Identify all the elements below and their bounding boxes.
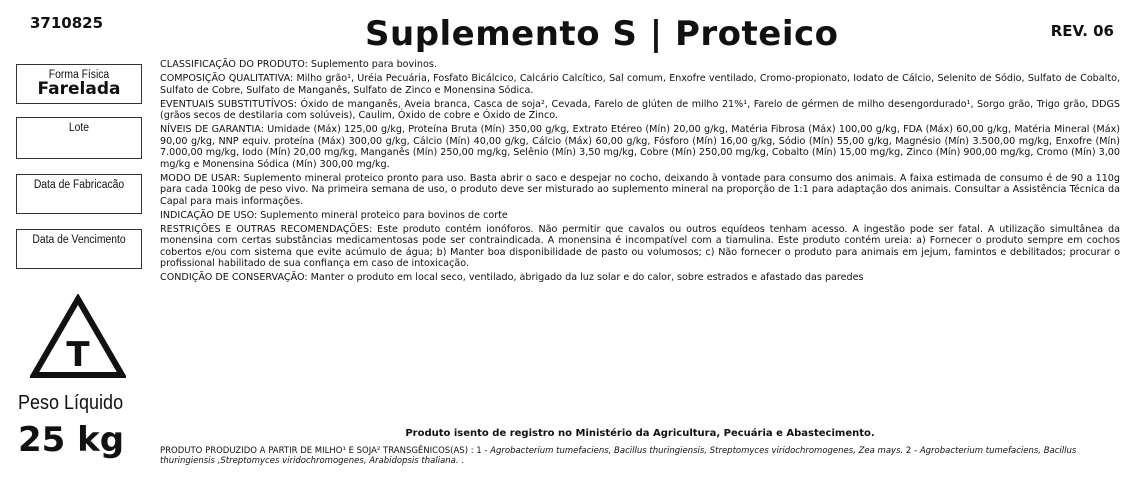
transgenic-symbol-letter: T xyxy=(66,335,90,375)
transgenicos-species-1: Agrobacterium tumefaciens, Bacillus thuringiensis, Streptomyces viridochromogenes, Zea mays. xyxy=(490,446,904,456)
classificacao-text: CLASSIFICAÇÃO DO PRODUTO: Suplemento para bovinos. xyxy=(160,59,437,70)
restricoes-text: RESTRIÇÕES E OUTRAS RECOMENDAÇÕES: Este produto contém ionóforos. Não permitir que cavalos ou outros equídeos tenham acesso. A ingestão pode ser fatal. A utilização simultânea da monensina com certas substâncias medicamentosas pode ser contraindicada. A monensina é incompatível com a tiamulina. Este produto contém ureia: a) Fornecer o produto sempre em cochos cobertos e/ou com sistema que evite acúmulo de água; b) Manter boa disponibilidade de pasto ou volumosos; c) Não fornecer o produto para animais em jejum, famintos e debilitados; procurar o profissional habilitado de sua confiança em caso de intoxicação. xyxy=(160,223,1120,269)
conservacao-text: CONDIÇÃO DE CONSERVAÇÃO: Manter o produto em local seco, ventilado, abrigado da luz solar e do calor, sobre estrados e afastado das paredes xyxy=(160,272,864,283)
fabricacao-box xyxy=(16,174,142,214)
transgenicos-mid: 2 - xyxy=(903,446,920,456)
product-info-text xyxy=(160,59,1120,286)
forma-fisica-value: Farelada xyxy=(37,79,121,99)
fabricacao-label: Data de Fabricacão xyxy=(33,179,125,191)
lote-box xyxy=(16,117,142,159)
composicao-text: COMPOSIÇÃO QUALITATIVA: Milho grão¹, Uréia Pecuária, Fosfato Bicálcico, Calcário Calcítico, Sal comum, Enxofre ventilado, Cromo-propionato, Iodato de Cálcio, Selenito de Sódio, Sulfato de Cobalto, Sulfato de Cobre, Sulfato de Manganês, Sulfato de Zinco e Monensina Sódica. xyxy=(160,73,1120,96)
peso-liquido-value: 25 kg xyxy=(18,420,125,460)
indicacao-text: INDICAÇÃO DE USO: Suplemento mineral proteico para bovinos de corte xyxy=(160,209,508,221)
peso-liquido-label: Peso Líquido xyxy=(18,392,124,414)
product-code: 3710825 xyxy=(30,14,104,32)
substitutivos-text: EVENTUAIS SUBSTITUTÍVOS: Óxido de manganês, Aveia branca, Casca de soja², Cevada, Farelo de glúten de milho 21%¹, Farelo de gérmen de milho desengordurado¹, Sorgo grão, Trigo grão, DDGS (grãos secos de destilaria com solúveis), Caulim, Óxido de cobre e Óxido de Zinco. xyxy=(160,98,1120,121)
transgenicos-end: . xyxy=(458,456,464,466)
forma-fisica-label: Forma Física xyxy=(48,69,110,81)
forma-fisica-box xyxy=(16,64,142,104)
transgenicos-species-2: Agrobacterium tumefaciens, Bacillus thuringiensis ,Streptomyces viridochromogenes, Arabidopsis thaliana. xyxy=(160,446,1077,466)
garantia-text: NÍVEIS DE GARANTIA: Umidade (Máx) 125,00 g/kg, Proteína Bruta (Mín) 350,00 g/kg, Extrato Etéreo (Mín) 20,00 g/kg, Matéria Fibrosa (Máx) 100,00 g/kg, FDA (Máx) 60,00 g/kg, Matéria Mineral (Máx) 90,00 g/kg, NNP equiv. proteína (Máx) 300,00 g/kg, Cálcio (Mín) 40,00 g/kg, Cálcio (Máx) 60,00 g/kg, Fósforo (Mín) 16,00 g/kg, Sódio (Mín) 55,00 g/kg, Magnésio (Mín) 3.500,00 mg/kg, Enxofre (Mín) 7.000,00 mg/kg, Iodo (Mín) 20,00 mg/kg, Manganês (Mín) 250,00 mg/kg, Selênio (Mín) 3,50 mg/kg, Cobre (Mín) 250,00 mg/kg, Cobalto (Mín) 15,00 mg/kg, Zinco (Mín) 900,00 mg/kg, Cromo (Mín) 3,00 mg/kg e Monensina Sódica (Mín) 300,00 mg/kg. xyxy=(160,124,1120,170)
vencimento-label: Data de Vencimento xyxy=(32,234,126,246)
vencimento-box xyxy=(16,229,142,269)
lote-label: Lote xyxy=(68,122,90,134)
page-title: Suplemento S | Proteico xyxy=(365,14,839,54)
transgenicos-note xyxy=(160,446,1120,466)
transgenic-t-icon xyxy=(30,294,126,380)
modo-usar-text: MODO DE USAR: Suplemento mineral proteico pronto para uso. Basta abrir o saco e despejar no cocho, deixando à vontade para consumo dos animais. A faixa estimada de consumo é de 90 a 110g para cada 100kg de peso vivo. Na primeira semana de uso, o produto deve ser misturado ao suplemento mineral na proporção de 1:1 para adaptação dos animais. Consultar a Assistência Técnica da Capal para mais informações. xyxy=(160,172,1120,207)
revision-label: REV. 06 xyxy=(1050,22,1114,40)
transgenicos-prefix: PRODUTO PRODUZIDO A PARTIR DE MILHO¹ E SOJA² TRANSGÊNICOS(AS) : 1 - xyxy=(160,446,491,456)
registro-isento-note: Produto isento de registro no Ministério da Agricultura, Pecuária e Abastecimento. xyxy=(405,428,875,439)
